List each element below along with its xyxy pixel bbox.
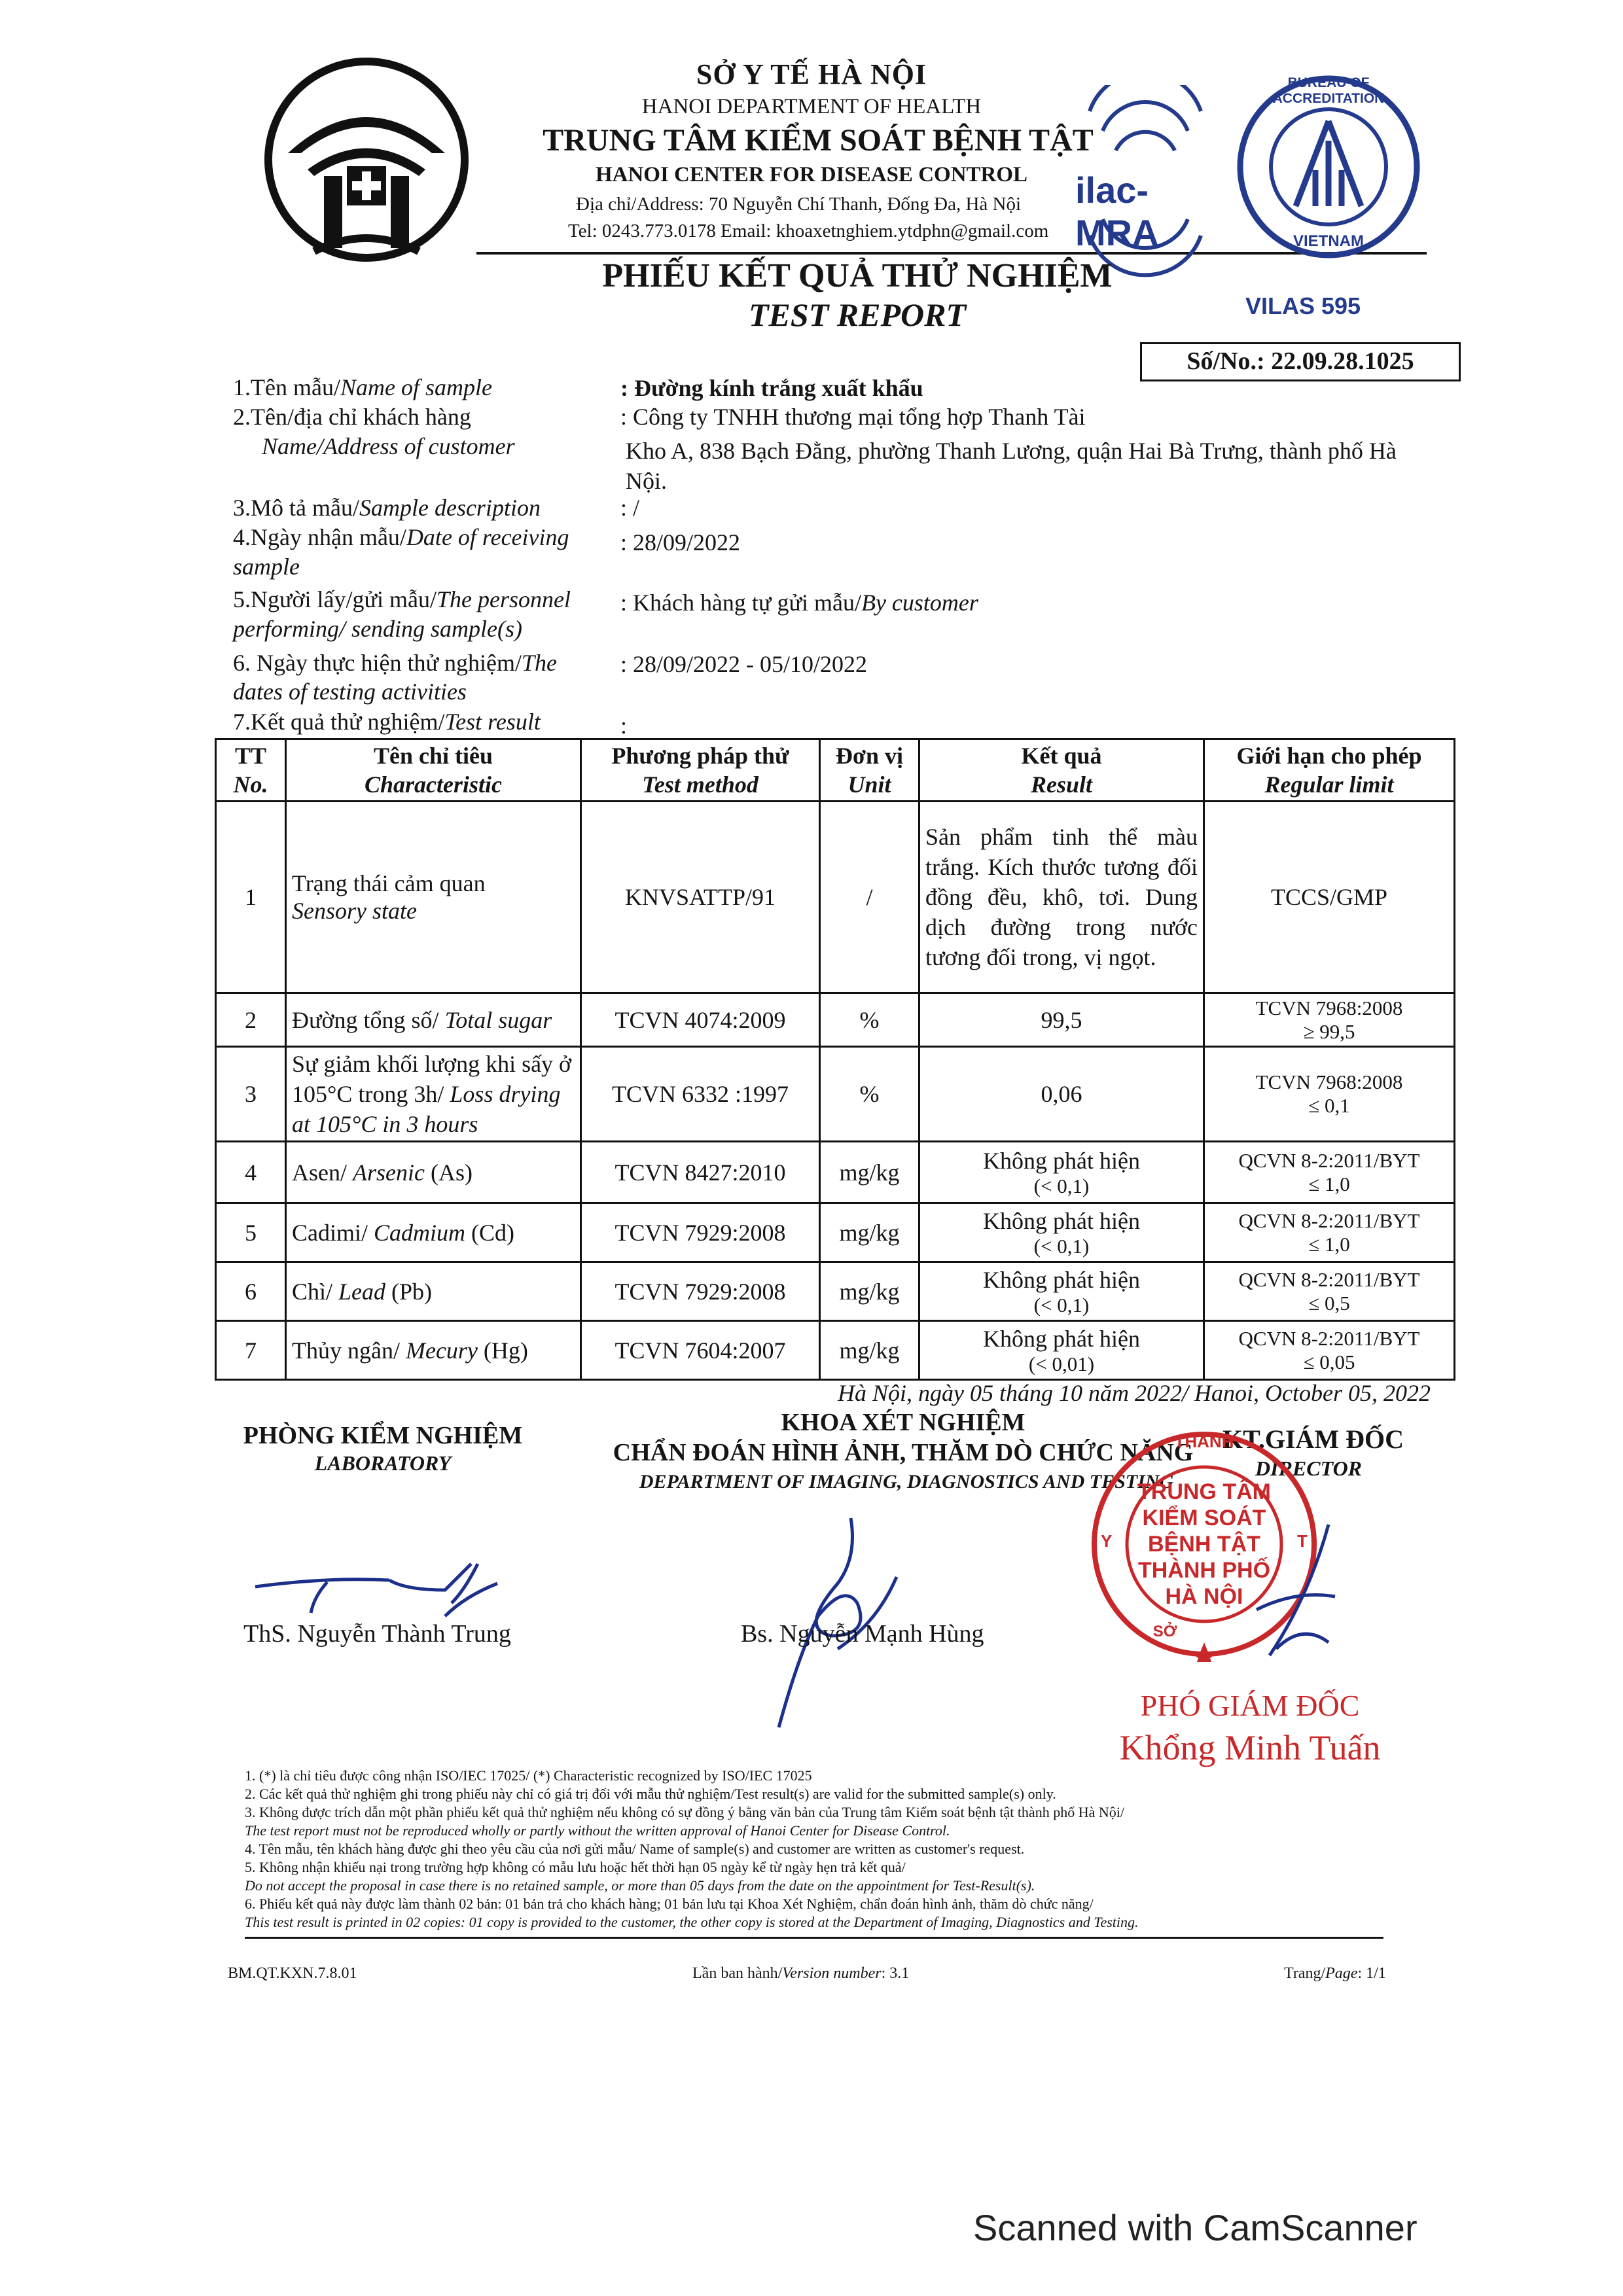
row-unit: mg/kg bbox=[820, 1262, 919, 1321]
report-title-vi: PHIẾU KẾT QUẢ THỬ NGHIỆM bbox=[602, 257, 1113, 294]
row-result: Không phát hiện (< 0,01) bbox=[919, 1321, 1204, 1380]
field-customer-value-2: Kho A, 838 Bạch Đằng, phường Thanh Lương, quận Hai Bà Trưng, thành phố Hà bbox=[626, 438, 1397, 464]
row-unit: % bbox=[820, 1047, 919, 1142]
header-characteristic: Tên chỉ tiêu Characteristic bbox=[286, 739, 581, 802]
row-result: 99,5 bbox=[919, 993, 1204, 1047]
bureau-label: BUREAU OF ACCREDITATION bbox=[1272, 75, 1385, 106]
field-test-result-label: 7.Kết quả thử nghiệm/Test result bbox=[233, 709, 541, 735]
field-personnel-label-2: performing/ sending sample(s) bbox=[233, 616, 522, 642]
stamp-line-1: TRUNG TÂM bbox=[1137, 1479, 1271, 1504]
note-2: 2. Các kết quả thử nghiệm ghi trong phiếu này chỉ có giá trị đối với mẫu thử nghiệm/Test result(s) are valid for the submitted sample(s) only. bbox=[245, 1786, 1056, 1802]
note-1: 1. (*) là chỉ tiêu được công nhận ISO/IEC 17025/ (*) Characteristic recognized by ISO/IEC 17025 bbox=[245, 1767, 812, 1784]
field-receiving-date-value: : 28/09/2022 bbox=[620, 529, 741, 556]
row-no: 5 bbox=[216, 1203, 286, 1262]
row-result: Không phát hiện (< 0,1) bbox=[919, 1262, 1204, 1321]
note-6: 6. Phiếu kết quả này được làm thành 02 bản: 01 bản trả cho khách hàng; 01 bản lưu tại Khoa Xét Nghiệm, chẩn đoán hình ảnh, thăm dò chức năng/ bbox=[245, 1896, 1094, 1912]
stamp-line-2: KIỂM SOÁT bbox=[1142, 1506, 1266, 1530]
field-sample-name-label: 1.Tên mẫu/Name of sample bbox=[233, 374, 492, 400]
table-row bbox=[216, 802, 1455, 993]
stamp-ring-left: Y bbox=[1101, 1531, 1113, 1551]
field-personnel-label: 5.Người lấy/gửi mẫu/The personnel bbox=[233, 586, 571, 612]
table-row bbox=[216, 1142, 1455, 1203]
row-method: KNVSATTP/91 bbox=[581, 802, 820, 993]
row-characteristic: Sự giảm khối lượng khi sấy ở 105°C trong 3h/ Loss drying at 105°C in 3 hours bbox=[286, 1047, 581, 1142]
field-testing-dates-value: : 28/09/2022 - 05/10/2022 bbox=[620, 651, 867, 677]
lab-person: ThS. Nguyễn Thành Trung bbox=[243, 1620, 511, 1648]
report-number: Số/No.: 22.09.28.1025 bbox=[1140, 342, 1461, 381]
field-receiving-date-label: 4.Ngày nhận mẫu/Date of receiving bbox=[233, 524, 569, 550]
field-testing-dates-label-2: dates of testing activities bbox=[233, 679, 467, 705]
deputy-director-name: Khổng Minh Tuấn bbox=[1119, 1728, 1381, 1767]
row-no: 4 bbox=[216, 1142, 286, 1203]
row-unit: mg/kg bbox=[820, 1142, 919, 1203]
row-unit: mg/kg bbox=[820, 1203, 919, 1262]
stamp-ring-bottom: SỞ bbox=[1152, 1623, 1177, 1640]
row-limit: TCVN 7968:2008 ≥ 99,5 bbox=[1204, 993, 1455, 1047]
row-method: TCVN 6332 :1997 bbox=[581, 1047, 820, 1142]
center-name-vi: TRUNG TÂM KIỂM SOÁT BỆNH TẬT bbox=[543, 123, 1094, 158]
row-result: 0,06 bbox=[919, 1047, 1204, 1142]
row-limit: TCCS/GMP bbox=[1204, 802, 1455, 993]
stamp-line-4: THÀNH PHỐ bbox=[1137, 1558, 1271, 1583]
hanoi-cdc-logo bbox=[262, 55, 471, 264]
row-characteristic: Trạng thái cảm quan Sensory state bbox=[286, 802, 581, 993]
director-signature bbox=[1230, 1518, 1348, 1675]
ilac-mra-badge bbox=[1070, 85, 1221, 281]
table-row bbox=[216, 993, 1455, 1047]
stamp-ring-right: T bbox=[1297, 1531, 1308, 1551]
table-row bbox=[216, 1203, 1455, 1262]
bureau-country: VIETNAM bbox=[1293, 232, 1364, 250]
row-characteristic: Asen/ Arsenic (As) bbox=[286, 1142, 581, 1203]
row-method: TCVN 7604:2007 bbox=[581, 1321, 820, 1380]
row-characteristic: Chì/ Lead (Pb) bbox=[286, 1262, 581, 1321]
field-test-result-value: : bbox=[620, 713, 628, 739]
stamp-ring-top: THÀNH bbox=[1174, 1432, 1234, 1451]
notes bbox=[245, 1767, 1139, 1932]
table-row bbox=[216, 1047, 1455, 1142]
header-unit: Đơn vị Unit bbox=[820, 739, 919, 802]
header-method: Phương pháp thử Test method bbox=[581, 739, 820, 802]
form-code: BM.QT.KXN.7.8.01 bbox=[228, 1965, 357, 1982]
row-limit: QCVN 8-2:2011/BYT ≤ 1,0 bbox=[1204, 1142, 1455, 1203]
row-limit: QCVN 8-2:2011/BYT ≤ 0,05 bbox=[1204, 1321, 1455, 1380]
camscanner-watermark: Scanned with CamScanner bbox=[973, 2207, 1418, 2248]
director-title-vi: KT.GIÁM ĐỐC bbox=[1222, 1424, 1404, 1454]
note-3: 3. Không được trích dẫn một phần phiếu kết quả thử nghiệm nếu không có sự đồng ý bằng văn bản của Trung tâm Kiểm soát bệnh tật thành phố Hà Nội/ bbox=[245, 1804, 1124, 1820]
field-description-label: 3.Mô tả mẫu/Sample description bbox=[233, 495, 541, 521]
header-no: TT No. bbox=[216, 739, 286, 802]
row-no: 6 bbox=[216, 1262, 286, 1321]
row-limit: QCVN 8-2:2011/BYT ≤ 0,5 bbox=[1204, 1262, 1455, 1321]
row-limit: QCVN 8-2:2011/BYT ≤ 1,0 bbox=[1204, 1203, 1455, 1262]
stamp-line-5: HÀ NỘI bbox=[1165, 1584, 1243, 1609]
row-result: Không phát hiện (< 0,1) bbox=[919, 1142, 1204, 1203]
lab-signature bbox=[249, 1551, 510, 1629]
field-customer-label-vi: 2.Tên/địa chỉ khách hàng bbox=[233, 404, 471, 430]
table-row bbox=[216, 1262, 1455, 1321]
field-receiving-date-label-2: sample bbox=[233, 554, 300, 580]
lab-title-vi: PHÒNG KIỂM NGHIỆM bbox=[243, 1422, 523, 1449]
row-unit: / bbox=[820, 802, 919, 993]
row-method: TCVN 4074:2009 bbox=[581, 993, 820, 1047]
stamp-line-3: BỆNH TẬT bbox=[1148, 1532, 1260, 1557]
note-6-en: This test result is printed in 02 copies: 01 copy is provided to the customer, the other copy is stored at the Department of Imaging, Diagnostics and Testing. bbox=[245, 1914, 1139, 1930]
row-no: 3 bbox=[216, 1047, 286, 1142]
bureau-accreditation-badge bbox=[1234, 72, 1423, 262]
note-5: 5. Không nhận khiếu nại trong trường hợp không có mẫu lưu hoặc hết thời hạn 05 ngày kể từ ngày hẹn trả kết quả/ bbox=[245, 1859, 906, 1875]
row-characteristic: Đường tổng số/ Total sugar bbox=[286, 993, 581, 1047]
table-header-row bbox=[216, 739, 1455, 802]
deputy-director-title: PHÓ GIÁM ĐỐC bbox=[1140, 1689, 1360, 1722]
issue-date: Hà Nội, ngày 05 tháng 10 năm 2022/ Hanoi, October 05, 2022 bbox=[838, 1380, 1431, 1406]
field-customer-label-en: Name/Address of customer bbox=[262, 433, 515, 459]
dept-title-vi-1: KHOA XÉT NGHIỆM bbox=[781, 1409, 1026, 1436]
row-result: Sản phẩm tinh thể màu trắng. Kích thước tương đối đồng đều, khô, tơi. Dung dịch đường trong nước tương đối trong, vị ngọt. bbox=[919, 802, 1204, 993]
row-result: Không phát hiện (< 0,1) bbox=[919, 1203, 1204, 1262]
dept-name-vi: SỞ Y TẾ HÀ NỘI bbox=[696, 58, 927, 90]
row-method: TCVN 7929:2008 bbox=[581, 1203, 820, 1262]
address: Địa chỉ/Address: 70 Nguyễn Chí Thanh, Đống Đa, Hà Nội bbox=[576, 194, 1022, 215]
ilac-label: ilac-MRA bbox=[1075, 169, 1159, 253]
version: Lần ban hành/Version number: 3.1 bbox=[692, 1965, 910, 1982]
contact: Tel: 0243.773.0178 Email: khoaxetnghiem.ytdphn@gmail.com bbox=[568, 221, 1049, 241]
row-unit: % bbox=[820, 993, 919, 1047]
row-method: TCVN 8427:2010 bbox=[581, 1142, 820, 1203]
field-personnel-value: : Khách hàng tự gửi mẫu/By customer bbox=[620, 590, 978, 616]
row-limit: TCVN 7968:2008 ≤ 0,1 bbox=[1204, 1047, 1455, 1142]
row-unit: mg/kg bbox=[820, 1321, 919, 1380]
row-no: 1 bbox=[216, 802, 286, 993]
row-characteristic: Cadimi/ Cadmium (Cd) bbox=[286, 1203, 581, 1262]
table-row bbox=[216, 1321, 1455, 1380]
header-result: Kết quả Result bbox=[919, 739, 1204, 802]
page-number: Trang/Page: 1/1 bbox=[1284, 1965, 1386, 1982]
results-table bbox=[215, 738, 1455, 1381]
vilas-number: VILAS 595 bbox=[1245, 292, 1361, 319]
lab-title-en: LABORATORY bbox=[314, 1451, 452, 1475]
dept-title-vi-2: CHẨN ĐOÁN HÌNH ẢNH, THĂM DÒ CHỨC NĂNG bbox=[613, 1439, 1194, 1466]
row-no: 2 bbox=[216, 993, 286, 1047]
director-title-en: DIRECTOR bbox=[1255, 1457, 1363, 1480]
dept-name-en: HANOI DEPARTMENT OF HEALTH bbox=[641, 95, 982, 118]
field-sample-name-value: : Đường kính trắng xuất khẩu bbox=[620, 375, 923, 401]
center-name-en: HANOI CENTER FOR DISEASE CONTROL bbox=[595, 163, 1028, 186]
dept-title-en: DEPARTMENT OF IMAGING, DIAGNOSTICS AND TESTING bbox=[639, 1471, 1174, 1492]
row-characteristic: Thủy ngân/ Mecury (Hg) bbox=[286, 1321, 581, 1380]
row-no: 7 bbox=[216, 1321, 286, 1380]
header-limit: Giới hạn cho phép Regular limit bbox=[1204, 739, 1455, 802]
note-5-en: Do not accept the proposal in case there is no retained sample, or more than 05 days from the date on the appointment for Test-Result(s). bbox=[245, 1877, 1035, 1894]
field-description-value: : / bbox=[620, 495, 640, 521]
row-method: TCVN 7929:2008 bbox=[581, 1262, 820, 1321]
field-customer-value-1: : Công ty TNHH thương mại tổng hợp Thanh Tài bbox=[620, 404, 1086, 430]
notes-divider bbox=[245, 1937, 1383, 1939]
report-title-en: TEST REPORT bbox=[749, 296, 966, 333]
note-3-en: The test report must not be reproduced wholly or partly without the written approval of Hanoi Center for Disease Control. bbox=[245, 1822, 950, 1839]
dept-person: Bs. Nguyễn Mạnh Hùng bbox=[741, 1620, 984, 1648]
field-customer-value-3: Nội. bbox=[626, 468, 667, 494]
note-4: 4. Tên mẫu, tên khách hàng được ghi theo yêu cầu của nơi gửi mẫu/ Name of sample(s) and customer are written as customer's request. bbox=[245, 1841, 1025, 1857]
pagoda-logo-icon bbox=[262, 55, 471, 264]
field-testing-dates-label: 6. Ngày thực hiện thử nghiệm/The bbox=[233, 650, 557, 676]
